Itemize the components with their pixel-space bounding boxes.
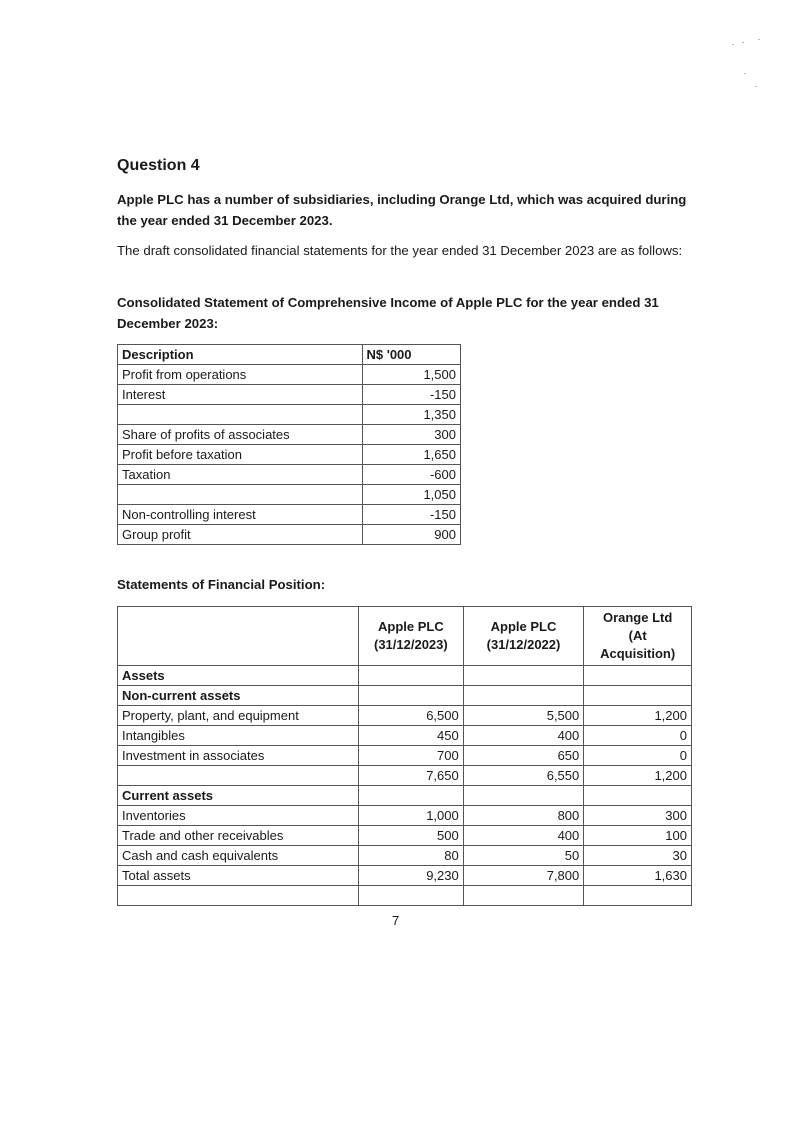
table-row xyxy=(118,485,461,505)
row-label: Inventories xyxy=(118,806,359,826)
cell-apple-2022: 7,800 xyxy=(463,866,584,886)
cell-apple-2023: 9,230 xyxy=(359,866,464,886)
row-value: 1,050 xyxy=(362,485,461,505)
cell-apple-2022: 400 xyxy=(463,826,584,846)
table-row xyxy=(118,505,461,525)
cell-apple-2023 xyxy=(359,786,464,806)
row-value: 1,650 xyxy=(362,445,461,465)
table-row xyxy=(118,465,461,485)
table-row xyxy=(118,726,692,746)
row-label: Assets xyxy=(118,666,359,686)
header-line: Apple PLC xyxy=(490,619,557,634)
row-value: 1,500 xyxy=(362,365,461,385)
cell-orange xyxy=(584,786,692,806)
cell-orange xyxy=(584,886,692,906)
cell-orange xyxy=(584,666,692,686)
financial-position-title: Statements of Financial Position: xyxy=(117,577,326,592)
table-row xyxy=(118,405,461,425)
row-label: Cash and cash equivalents xyxy=(118,846,359,866)
row-label: Current assets xyxy=(118,786,359,806)
row-description xyxy=(118,485,363,505)
header-line: Apple PLC xyxy=(378,619,444,634)
cell-orange: 1,200 xyxy=(584,766,692,786)
row-label: Intangibles xyxy=(118,726,359,746)
table-row xyxy=(118,525,461,545)
scan-artifact xyxy=(744,73,746,74)
row-description: Profit before taxation xyxy=(118,445,363,465)
table-row xyxy=(118,686,692,706)
cell-orange: 100 xyxy=(584,826,692,846)
header-line: (31/12/2022) xyxy=(486,637,561,652)
cell-apple-2023 xyxy=(359,686,464,706)
table-row xyxy=(118,746,692,766)
row-label: Non-current assets xyxy=(118,686,359,706)
cell-orange: 1,630 xyxy=(584,866,692,886)
cell-apple-2023: 450 xyxy=(359,726,464,746)
cell-apple-2023 xyxy=(359,886,464,906)
header-description: Description xyxy=(118,345,363,365)
row-label: Trade and other receivables xyxy=(118,826,359,846)
row-value: 300 xyxy=(362,425,461,445)
cell-apple-2022: 5,500 xyxy=(463,706,584,726)
row-value: 1,350 xyxy=(362,405,461,425)
table-row xyxy=(118,365,461,385)
page-number: 7 xyxy=(392,913,400,928)
cell-apple-2023 xyxy=(359,666,464,686)
cell-apple-2023: 1,000 xyxy=(359,806,464,826)
table-row xyxy=(118,766,692,786)
table-row xyxy=(118,666,692,686)
row-description xyxy=(118,405,363,425)
table-row xyxy=(118,866,692,886)
header-line: (31/12/2023) xyxy=(374,637,448,652)
header-blank xyxy=(118,607,359,666)
table-row xyxy=(118,445,461,465)
table-row xyxy=(118,786,692,806)
cell-orange xyxy=(584,686,692,706)
header-apple-2023 xyxy=(359,607,464,666)
header-orange-acquisition xyxy=(584,607,692,666)
row-label: Investment in associates xyxy=(118,746,359,766)
cell-apple-2022: 650 xyxy=(463,746,584,766)
question-intro: Apple PLC has a number of subsidiaries, including Orange Ltd, which was acquired during the year ended 31 December 2023. xyxy=(117,192,687,228)
table-row xyxy=(118,706,692,726)
income-statement-title: Consolidated Statement of Comprehensive Income of Apple PLC for the year ended 31 December 2023: xyxy=(117,295,659,331)
cell-orange: 300 xyxy=(584,806,692,826)
table-row xyxy=(118,886,692,906)
table-row xyxy=(118,806,692,826)
row-label xyxy=(118,766,359,786)
cell-apple-2023: 80 xyxy=(359,846,464,866)
table-row xyxy=(118,425,461,445)
row-label xyxy=(118,886,359,906)
row-description: Profit from operations xyxy=(118,365,363,385)
question-paragraph: The draft consolidated financial statements for the year ended 31 December 2023 are as follows: xyxy=(117,243,683,258)
cell-apple-2023: 500 xyxy=(359,826,464,846)
row-description: Taxation xyxy=(118,465,363,485)
cell-apple-2023: 7,650 xyxy=(359,766,464,786)
scan-artifact xyxy=(742,42,744,43)
table-row xyxy=(118,846,692,866)
header-amount: N$ '000 xyxy=(362,345,461,365)
cell-apple-2022 xyxy=(463,686,584,706)
row-description: Share of profits of associates xyxy=(118,425,363,445)
header-line: Orange Ltd xyxy=(602,610,673,625)
row-label: Property, plant, and equipment xyxy=(118,706,359,726)
cell-apple-2022 xyxy=(463,666,584,686)
row-value: -150 xyxy=(362,505,461,525)
cell-apple-2023: 6,500 xyxy=(359,706,464,726)
row-value: 900 xyxy=(362,525,461,545)
cell-apple-2022 xyxy=(463,786,584,806)
cell-apple-2022: 50 xyxy=(463,846,584,866)
row-label: Total assets xyxy=(118,866,359,886)
cell-apple-2022 xyxy=(463,886,584,906)
header-line: (At xyxy=(628,628,647,643)
cell-apple-2022: 6,550 xyxy=(463,766,584,786)
row-description: Interest xyxy=(118,385,363,405)
scan-artifact xyxy=(758,39,760,40)
table-row xyxy=(118,385,461,405)
cell-orange: 0 xyxy=(584,746,692,766)
income-statement-table xyxy=(117,344,461,545)
table-row xyxy=(118,826,692,846)
row-description: Non-controlling interest xyxy=(118,505,363,525)
table-header-row xyxy=(118,607,692,666)
cell-apple-2023: 700 xyxy=(359,746,464,766)
scan-artifact xyxy=(755,86,757,87)
cell-apple-2022: 800 xyxy=(463,806,584,826)
header-apple-2022 xyxy=(463,607,584,666)
scan-artifact xyxy=(732,44,734,45)
row-description: Group profit xyxy=(118,525,363,545)
row-value: -600 xyxy=(362,465,461,485)
row-value: -150 xyxy=(362,385,461,405)
question-title: Question 4 xyxy=(117,157,200,174)
cell-orange: 1,200 xyxy=(584,706,692,726)
cell-orange: 0 xyxy=(584,726,692,746)
financial-position-table xyxy=(117,606,692,906)
table-header-row xyxy=(118,345,461,365)
cell-orange: 30 xyxy=(584,846,692,866)
cell-apple-2022: 400 xyxy=(463,726,584,746)
header-line: Acquisition) xyxy=(600,646,676,661)
